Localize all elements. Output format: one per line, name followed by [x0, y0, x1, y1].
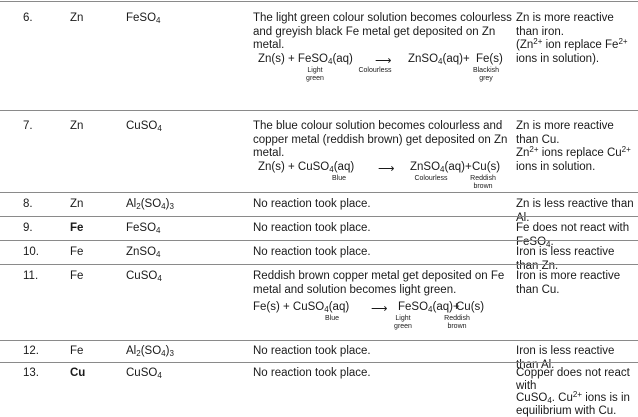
salt-cell: FeSO$_4$ [126, 222, 161, 235]
row-divider [0, 264, 638, 265]
observation-cell: Reddish brown copper metal get deposited on Fe metal and solution becomes light green. [253, 270, 505, 296]
row-number: 9. [23, 222, 33, 234]
salt-cell: FeSO$_4$ [126, 12, 161, 25]
inference-cell: Zn is more reactive than Cu. $Zn^{2+}$ ions replace $Cu^{2+}$ ions in solution. [516, 120, 631, 173]
row-number: 7. [23, 120, 33, 132]
row-number: 8. [23, 198, 33, 210]
row-divider [0, 362, 638, 363]
metal-cell: Fe [70, 270, 84, 282]
observation-cell: No reaction took place. [253, 345, 371, 357]
label-reddish-brown: Reddish brown [470, 175, 496, 190]
row-divider [0, 216, 638, 217]
row-number: 6. [23, 12, 33, 24]
table-border-top [0, 1, 638, 2]
metal-cell: Zn [70, 120, 84, 132]
inference-cell: Iron is more reactive than Cu. [516, 270, 621, 296]
inference-cell: Zn is more reactive than iron. ($Zn^{2+}$ ion replace $Fe^{2+}$ ions in solution). [516, 12, 628, 65]
label-colourless: Colourless [414, 175, 448, 182]
salt-cell: CuSO$_4$ [126, 367, 162, 380]
metal-cell: Zn [70, 198, 84, 210]
row-divider [0, 110, 638, 111]
label-light-green: Light green [394, 315, 412, 330]
label-blackish-grey: Blackish grey [472, 67, 500, 82]
metal-cell: Fe [70, 246, 84, 258]
metal-cell: Fe [70, 222, 84, 234]
metal-cell: Zn [70, 12, 84, 24]
observation-cell: No reaction took place. [253, 367, 371, 379]
observation-cell: No reaction took place. [253, 222, 371, 234]
inference-cell: Fe does not react with FeSO$_4$. [516, 222, 630, 249]
label-blue: Blue [331, 175, 346, 182]
label-reddish-brown: Reddish brown [444, 315, 470, 330]
observation-cell: No reaction took place. [253, 198, 371, 210]
row-divider [0, 240, 638, 241]
salt-cell: CuSO$_4$ [126, 270, 162, 283]
inference-cell: Iron is less reactive than Al. [516, 345, 615, 371]
label-colourless: Colourless [358, 67, 392, 74]
inference-cell: Copper does not react with CuSO$_4$. $Cu^{2+}$ ions is in equilibrium with Cu. [516, 367, 630, 417]
label-blue: Blue [324, 315, 339, 322]
row-number: 12. [23, 345, 39, 357]
row-number: 11. [23, 270, 39, 282]
salt-cell: ZnSO$_4$ [126, 246, 161, 259]
metal-cell: Fe [70, 345, 84, 357]
observation-cell: No reaction took place. [253, 246, 371, 258]
row-divider [0, 340, 638, 341]
row-number: 13. [23, 367, 39, 379]
inference-cell: Iron is less reactive than Zn. [516, 246, 615, 272]
observation-cell: The blue colour solution becomes colourless and copper metal (reddish brown) get deposited on Zn metal. [253, 120, 508, 159]
salt-cell: CuSO$_4$ [126, 120, 162, 133]
label-light-green: Light green [306, 67, 324, 82]
salt-cell: $Al_2(SO_4)_3$ [126, 345, 174, 358]
row-number: 10. [23, 246, 39, 258]
inference-cell: Zn is less reactive than Al. [516, 198, 634, 224]
salt-cell: $Al_2(SO_4)_3$ [126, 198, 174, 211]
observation-cell: The light green colour solution becomes colourless and greyish black Fe metal get deposited on Zn metal. [253, 12, 512, 51]
metal-cell: Cu [70, 367, 86, 379]
row-divider [0, 192, 638, 193]
